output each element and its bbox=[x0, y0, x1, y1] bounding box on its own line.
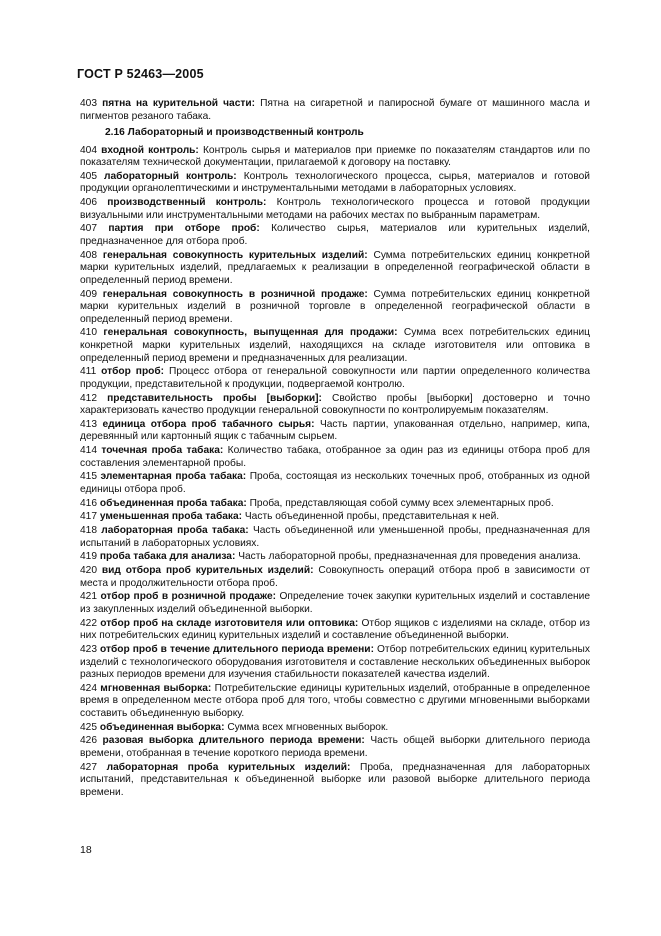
term-number: 418 bbox=[80, 525, 97, 537]
page-number: 18 bbox=[80, 844, 92, 856]
term-entry bbox=[80, 289, 590, 327]
term-name: уменьшенная проба табака: bbox=[99, 511, 243, 523]
term-number: 407 bbox=[80, 223, 97, 235]
term-definition: Отбор потребительских единиц курительных изделий с технологического оборудования изготовителя и составление нескольких объединенных выборок разных периодов времени для изучения стабильности показателей качества изделий. bbox=[80, 643, 590, 681]
term-entry bbox=[80, 445, 590, 470]
term-definition: Контроль технологического процесса, сырья, материалов и готовой продукции органолептическими и инструментальными методами в лабораторных условиях. bbox=[80, 170, 590, 195]
term-definition: Часть объединенной пробы, представительная к ней. bbox=[242, 511, 500, 523]
term-definition: Пятна на сигаретной и папиросной бумаге от машинного масла и пигментов резаного табака. bbox=[80, 98, 590, 122]
term-number: 426 bbox=[80, 735, 97, 747]
term-number: 421 bbox=[80, 591, 97, 603]
term-name: генеральная совокупность в розничной продаже: bbox=[102, 288, 368, 300]
term-name: объединенная проба табака: bbox=[99, 497, 247, 509]
term-entry bbox=[80, 511, 590, 524]
term-name: лабораторная проба курительных изделий: bbox=[106, 761, 351, 773]
term-number: 406 bbox=[80, 197, 97, 209]
term-definition: Проба, состоящая из нескольких точечных проб, отобранных из одной единицы отбора проб. bbox=[80, 471, 590, 495]
term-definition: Контроль сырья и материалов при приемке по показателям стандартов или по показателям технической документации, прилагаемой к договору на поставку. bbox=[80, 144, 590, 169]
term-definition: Сумма потребительских единиц конкретной марки курительных изделий, предлагаемых к реализации в определенной географической области в определенный период времени. bbox=[80, 249, 590, 286]
term-definition: Определение точек закупки курительных изделий и составление из закупленных изделий объединенной выборки. bbox=[80, 591, 591, 615]
page-header-standard-title: ГОСТ Р 52463—2005 bbox=[77, 67, 204, 81]
term-entry bbox=[80, 145, 590, 170]
term-entry bbox=[80, 551, 590, 564]
term-definition: Количество табака, отобранное за один раз из единицы отбора проб для составления элементарной пробы. bbox=[80, 445, 590, 469]
term-name: проба табака для анализа: bbox=[99, 551, 236, 563]
term-name: лабораторный контроль: bbox=[104, 170, 237, 182]
term-definition: Отбор ящиков с изделиями на складе, отбор из них потребительских единиц курительных изделий и составление объединенной выборки. bbox=[80, 617, 590, 642]
term-name: пятна на курительной части: bbox=[102, 98, 256, 109]
term-definition: Совокупность операций отбора проб в зависимости от места и продолжительности отбора проб. bbox=[80, 565, 590, 589]
term-name: представительность пробы [выборки]: bbox=[107, 392, 322, 404]
term-number: 415 bbox=[80, 471, 97, 483]
term-definition: Количество сырья, материалов или курительных изделий, предназначенное для отбора проб. bbox=[80, 223, 590, 248]
document-body bbox=[80, 98, 590, 800]
term-entry bbox=[80, 471, 590, 496]
term-number: 414 bbox=[80, 445, 97, 457]
section-heading: 2.16 Лабораторный и производственный контроль bbox=[105, 127, 364, 139]
term-name: генеральная совокупность курительных изделий: bbox=[102, 249, 368, 261]
term-entry bbox=[80, 618, 590, 643]
term-entry bbox=[80, 171, 590, 196]
term-entry bbox=[80, 366, 590, 391]
term-name: разовая выборка длительного периода времени: bbox=[102, 735, 365, 747]
term-name: партия при отборе проб: bbox=[108, 223, 260, 235]
term-list bbox=[80, 145, 590, 800]
term-entry bbox=[80, 197, 590, 222]
term-number: 416 bbox=[80, 497, 97, 509]
term-entry bbox=[80, 565, 590, 590]
term-definition: Проба, представляющая собой сумму всех элементарных проб. bbox=[246, 497, 554, 509]
term-name: отбор проб в течение длительного периода времени: bbox=[100, 643, 374, 655]
term-name: входной контроль: bbox=[101, 144, 199, 156]
term-entry bbox=[80, 644, 590, 682]
term-number: 410 bbox=[80, 327, 97, 339]
term-number: 423 bbox=[80, 643, 97, 655]
term-entry bbox=[80, 327, 590, 365]
term-number: 412 bbox=[80, 392, 97, 404]
term-name: объединенная выборка: bbox=[99, 721, 225, 733]
term-definition: Часть партии, упакованная отдельно, например, кипа, деревянный или картонный ящик с табачным сырьем. bbox=[80, 418, 590, 443]
term-entry bbox=[80, 419, 590, 444]
term-number: 411 bbox=[80, 366, 97, 378]
term-definition: Сумма потребительских единиц конкретной марки курительных изделий в розничной торговле в определенной географической области в определенный период времени. bbox=[80, 288, 590, 325]
term-number: 420 bbox=[80, 565, 97, 577]
term-name: отбор проб в розничной продаже: bbox=[100, 591, 277, 603]
term-entry bbox=[80, 735, 590, 760]
term-definition: Сумма всех потребительских единиц конкретной марки курительных изделий, находящихся на складе изготовителя или оптовика в определенный период времени и предназначенных для реализации. bbox=[80, 327, 590, 364]
term-name: элементарная проба табака: bbox=[100, 471, 247, 483]
term-entry bbox=[80, 525, 590, 550]
term-list-pre bbox=[80, 98, 590, 123]
term-entry bbox=[80, 591, 590, 616]
term-definition: Потребительские единицы курительных изделий, отобранные в определенное время в определенном месте отбора проб для того, чтобы совместно с другими мгновенными выборками составить объединенную выборку. bbox=[80, 682, 590, 719]
term-entry bbox=[80, 223, 590, 248]
term-name: вид отбора проб курительных изделий: bbox=[101, 565, 314, 577]
term-name: единица отбора проб табачного сырья: bbox=[102, 418, 315, 430]
term-name: точечная проба табака: bbox=[101, 445, 224, 457]
term-number: 427 bbox=[80, 761, 97, 773]
term-name: производственный контроль: bbox=[107, 197, 267, 209]
term-number: 417 bbox=[80, 511, 97, 523]
term-entry bbox=[80, 498, 590, 511]
term-number: 405 bbox=[80, 170, 97, 182]
term-number: 422 bbox=[80, 617, 97, 629]
term-definition: Процесс отбора от генеральной совокупности или партии определенного количества продукции, представительной к продукции, подвергаемой контролю. bbox=[80, 366, 590, 390]
term-entry bbox=[80, 250, 590, 288]
term-name: отбор проб: bbox=[101, 366, 165, 378]
term-definition: Сумма всех мгновенных выборок. bbox=[224, 721, 389, 733]
term-number: 424 bbox=[80, 682, 97, 694]
term-number: 409 bbox=[80, 288, 97, 300]
term-number: 425 bbox=[80, 721, 97, 733]
term-entry bbox=[80, 98, 590, 123]
term-number: 419 bbox=[80, 551, 97, 563]
term-entry bbox=[80, 393, 590, 418]
term-definition: Часть лабораторной пробы, предназначенная для проведения анализа. bbox=[235, 551, 581, 563]
term-definition: Свойство пробы [выборки] достоверно и точно характеризовать качество продукции генеральной совокупности по контролируемым показателям. bbox=[80, 392, 590, 417]
term-definition: Проба, предназначенная для лабораторных испытаний, представительная к объединенной выборке или разовой выборке длительного периода времени. bbox=[80, 761, 591, 798]
term-entry bbox=[80, 722, 590, 735]
term-definition: Контроль технологического процесса и готовой продукции визуальными или инструментальными методами на рабочих местах по выбранным параметрам. bbox=[80, 197, 590, 221]
term-definition: Часть общей выборки длительного периода времени, отобранная в течение короткого периода времени. bbox=[80, 735, 590, 759]
term-name: мгновенная выборка: bbox=[100, 682, 212, 694]
term-entry bbox=[80, 683, 590, 721]
term-definition: Часть объединенной или уменьшенной пробы, предназначенная для испытаний в лабораторных условиях. bbox=[80, 525, 590, 549]
term-entry bbox=[80, 762, 590, 800]
term-name: лабораторная проба табака: bbox=[101, 525, 249, 537]
term-number: 413 bbox=[80, 418, 97, 430]
term-number: 408 bbox=[80, 249, 97, 261]
term-number: 403 bbox=[80, 98, 97, 109]
term-number: 404 bbox=[80, 144, 97, 156]
term-name: отбор проб на складе изготовителя или оптовика: bbox=[100, 617, 359, 629]
term-name: генеральная совокупность, выпущенная для продажи: bbox=[103, 327, 398, 339]
